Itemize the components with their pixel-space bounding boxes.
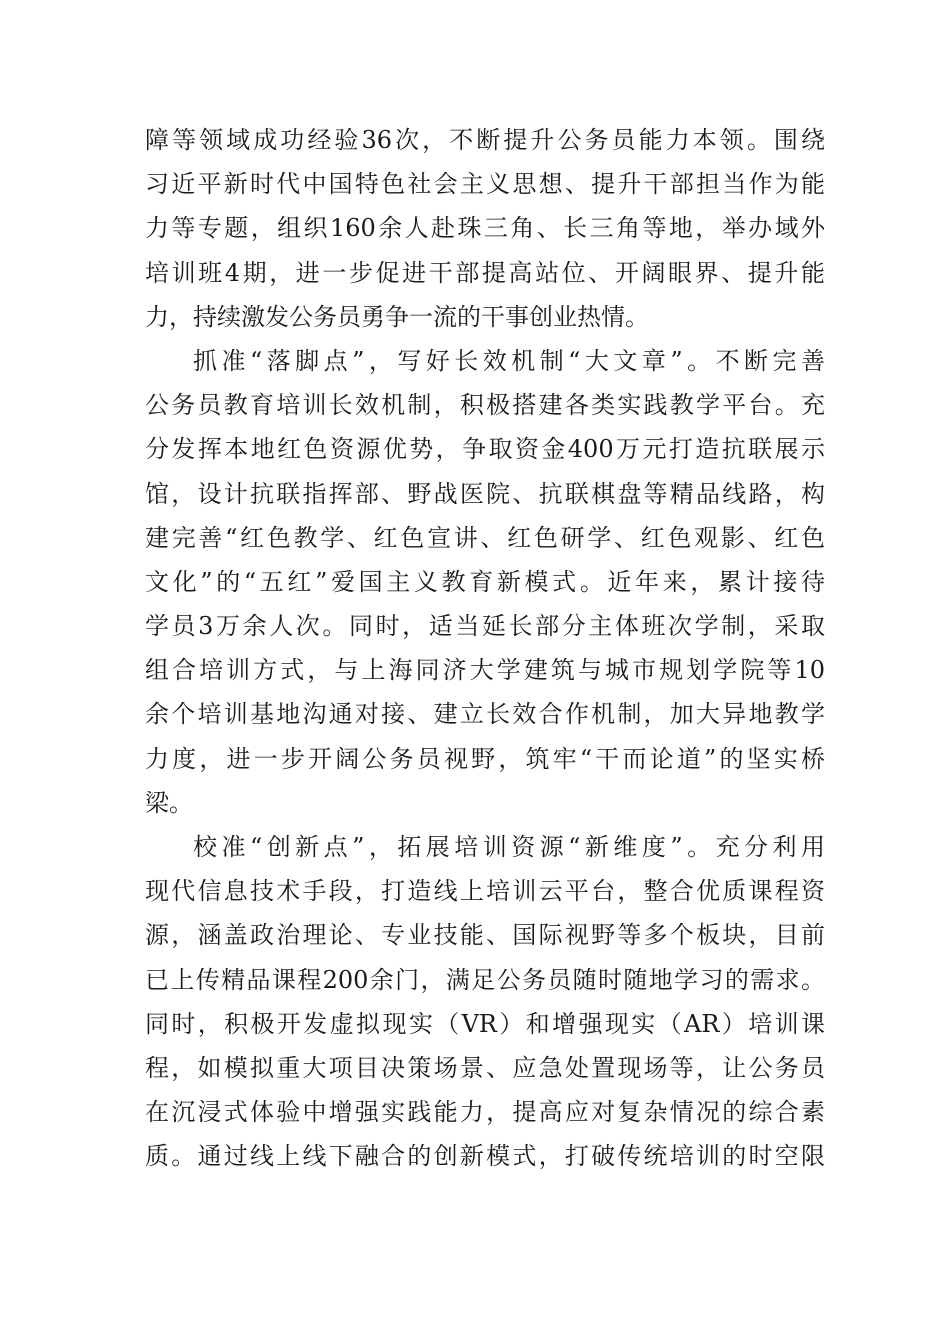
text-line: 校准“创新点”，拓展培训资源“新维度”。充分利用 <box>193 833 825 861</box>
text-line: 馆，设计抗联指挥部、野战医院、抗联棋盘等精品线路，构 <box>145 479 825 508</box>
text-line: 同时，积极开发虚拟现实（VR）和增强现实（AR）培训课 <box>145 1009 825 1038</box>
text-line: 源，涵盖政治理论、专业技能、国际视野等多个板块，目前 <box>145 921 825 950</box>
text-line: 程，如模拟重大项目决策场景、应急处置现场等，让公务员 <box>145 1053 825 1082</box>
text-line: 质。通过线上线下融合的创新模式，打破传统培训的时空限 <box>145 1142 825 1171</box>
text-line: 学员3万余人次。同时，适当延长部分主体班次学制，采取 <box>145 612 825 641</box>
text-line: 梁。 <box>145 788 193 817</box>
paragraph <box>145 118 825 339</box>
text-line: 力度，进一步开阔公务员视野，筑牢“干而论道”的坚实桥 <box>145 744 825 773</box>
text-line: 分发挥本地红色资源优势，争取资金400万元打造抗联展示 <box>145 435 825 464</box>
text-line: 现代信息技术手段，打造线上培训云平台，整合优质课程资 <box>145 877 825 906</box>
text-line: 公务员教育培训长效机制，积极搭建各类实践教学平台。充 <box>145 391 825 420</box>
text-line: 障等领域成功经验36次，不断提升公务员能力本领。围绕 <box>145 126 825 154</box>
paragraph <box>145 825 825 1179</box>
text-line: 建完善“红色教学、红色宣讲、红色研学、红色观影、红色 <box>145 523 825 552</box>
text-line: 力，持续激发公务员勇争一流的干事创业热情。 <box>145 302 649 331</box>
text-line: 在沉浸式体验中增强实践能力，提高应对复杂情况的综合素 <box>145 1098 825 1127</box>
text-line: 力等专题，组织160余人赴珠三角、长三角等地，举办域外 <box>145 214 825 243</box>
text-line: 余个培训基地沟通对接、建立长效合作机制，加大异地教学 <box>145 700 825 729</box>
text-line: 培训班4期，进一步促进干部提高站位、开阔眼界、提升能 <box>145 258 825 287</box>
body-text <box>145 118 825 1179</box>
text-line: 已上传精品课程200余门，满足公务员随时随地学习的需求。 <box>145 965 825 994</box>
text-line: 文化”的“五红”爱国主义教育新模式。近年来，累计接待 <box>145 567 825 596</box>
text-line: 抓准“落脚点”，写好长效机制“大文章”。不断完善 <box>193 346 825 375</box>
paragraph <box>145 339 825 825</box>
text-line: 组合培训方式，与上海同济大学建筑与城市规划学院等10 <box>145 656 825 685</box>
text-line: 习近平新时代中国特色社会主义思想、提升干部担当作为能 <box>145 170 825 199</box>
